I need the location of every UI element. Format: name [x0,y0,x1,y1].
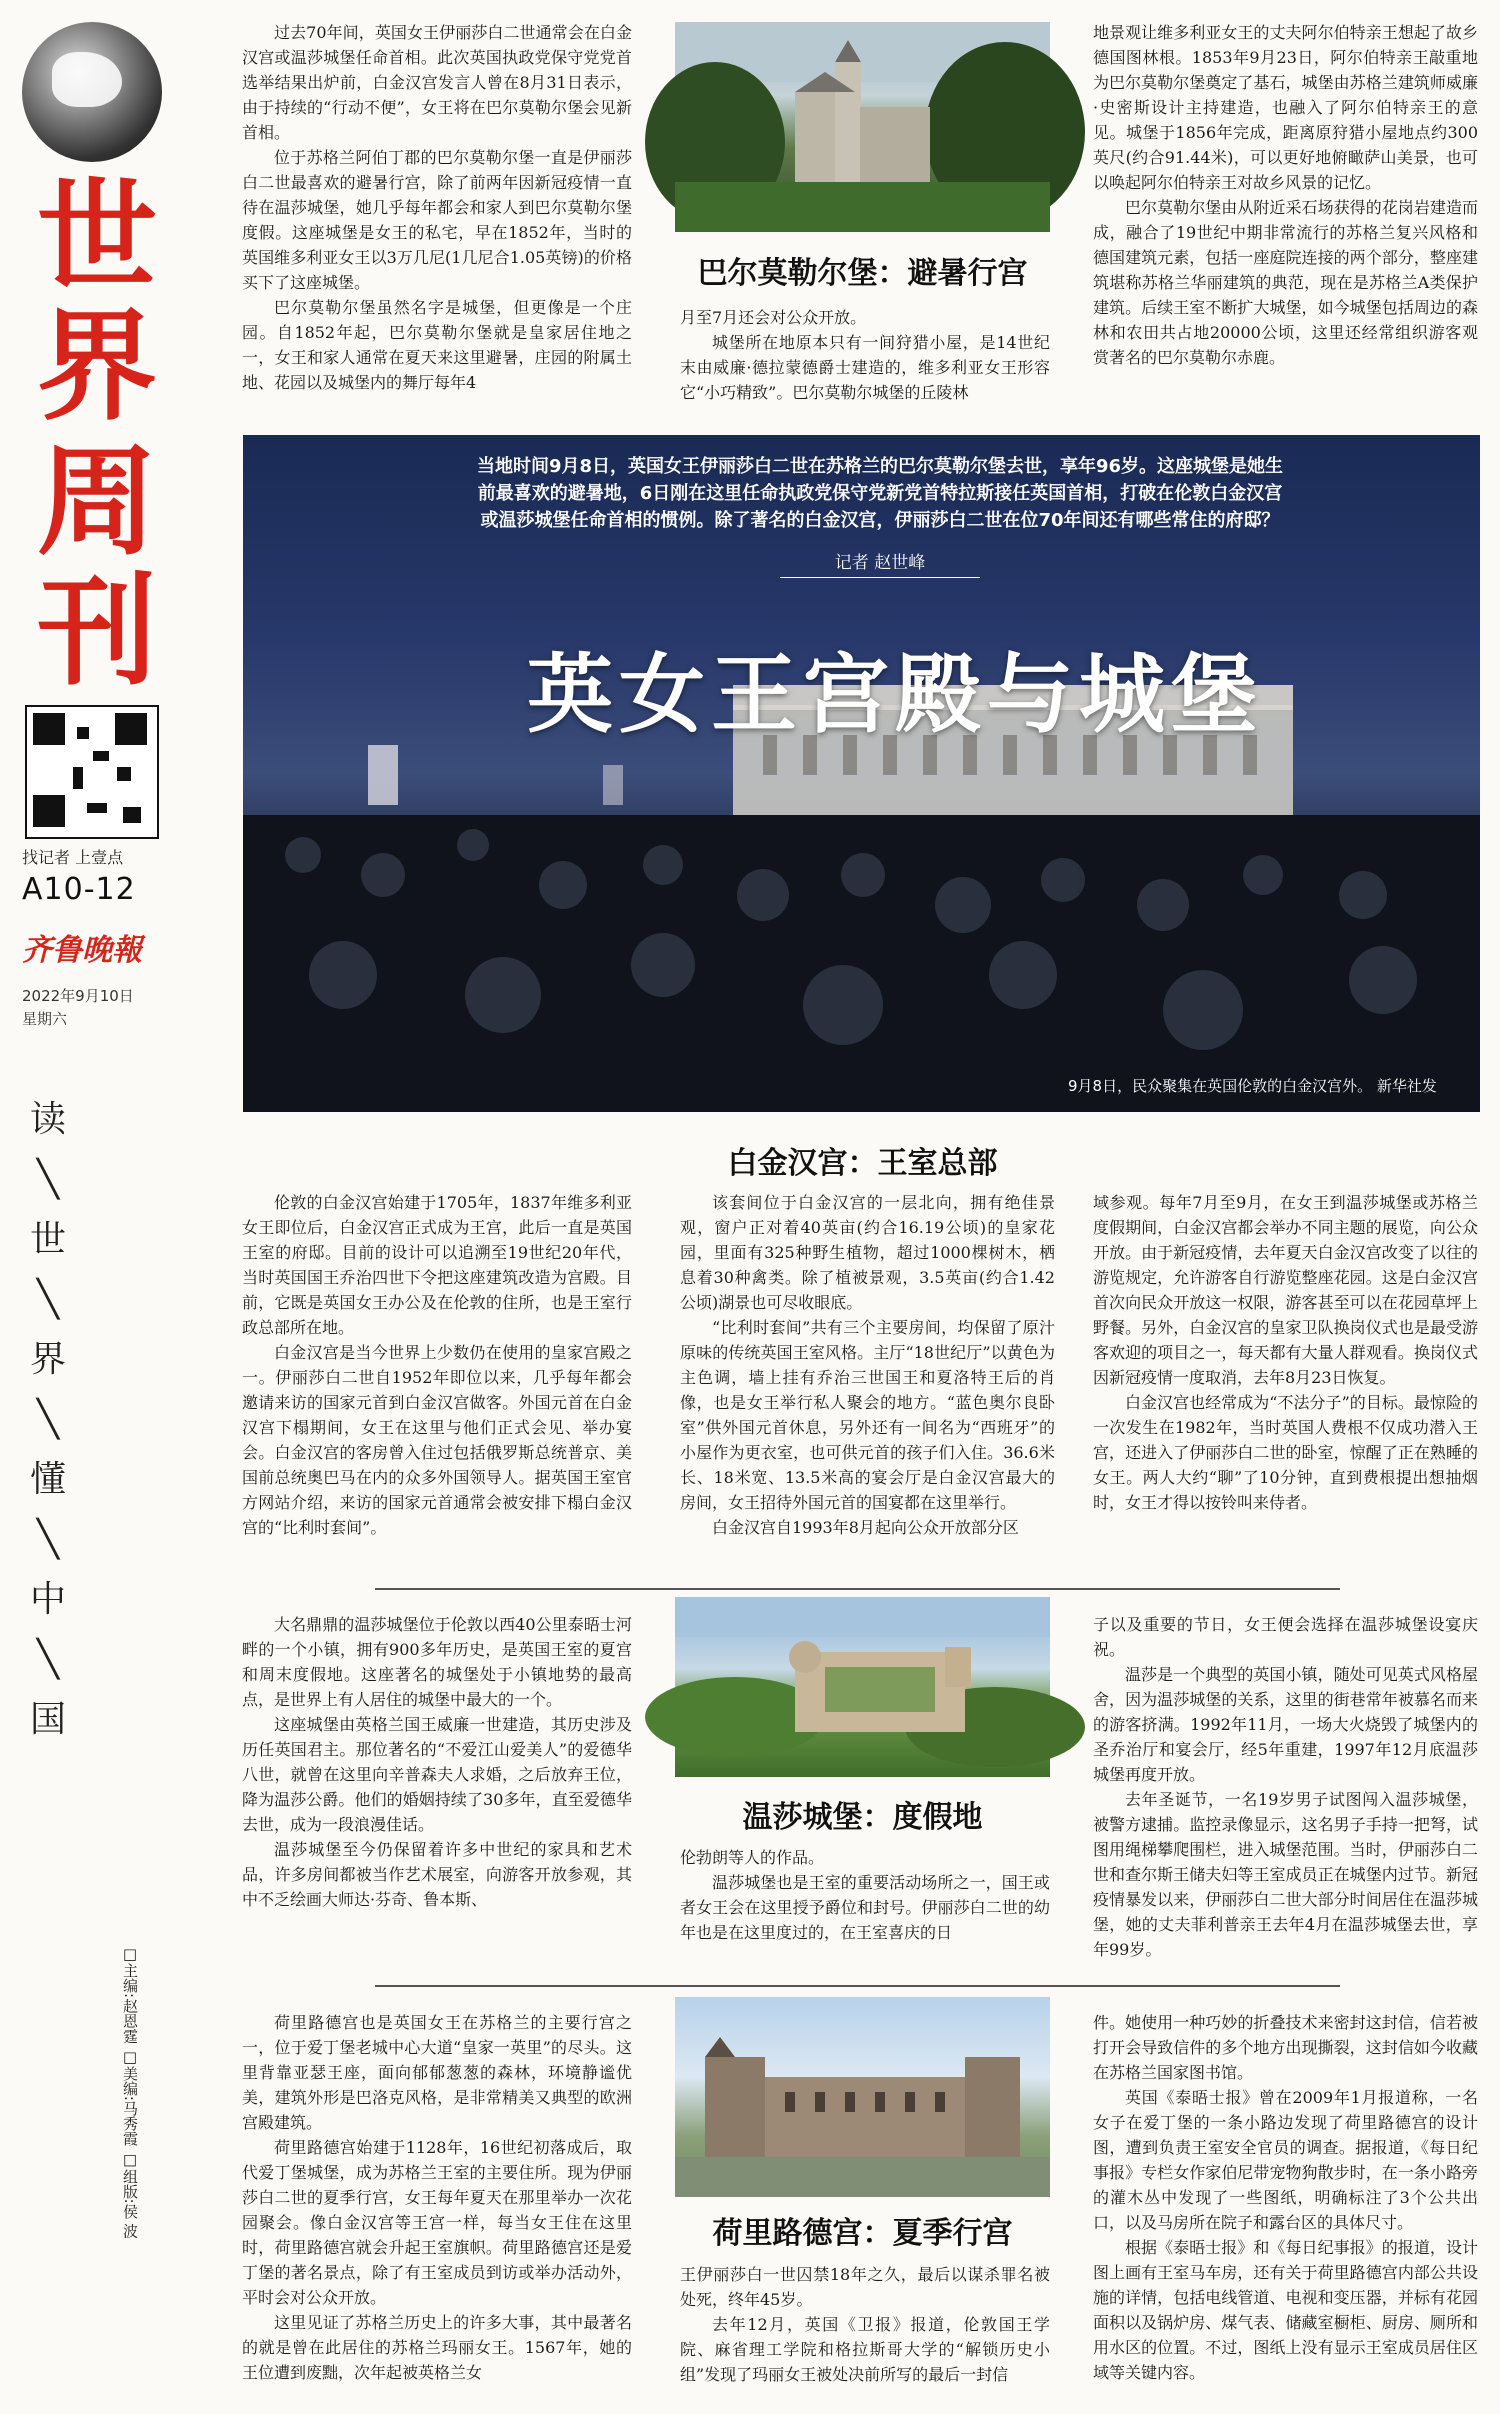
section-divider [375,1588,1340,1590]
balmoral-column-1: 过去70年间，英国女王伊丽莎白二世通常会在白金汉宫或温莎城堡任命首相。此次英国执政党保守党党首选举结果出炉前，白金汉宫发言人曾在8月31日表示，由于持续的“行动不便”，女王将在巴尔莫勒尔堡会见新首相。 位于苏格兰阿伯丁郡的巴尔莫勒尔堡一直是伊丽莎白二世最喜欢的避暑行宫，除了前两年因新冠疫情一直待在温莎城堡，她几乎每年都会和家人到巴尔莫勒尔堡度假。这座城堡是女王的私宅，早在1852年，当时的英国维多利亚女王以3万几尼(1几尼合1.05英镑)的价格买下了这座城堡。 巴尔莫勒尔堡虽然名字是城堡，但更像是一个庄园。自1852年起，巴尔莫勒尔堡就是皇家居住地之一，女王和家人通常在夏天来这里避暑，庄园的附属土地、花园以及城堡内的舞厅每年4 [242,23,632,392]
holyrood-column-2: 王伊丽莎白一世囚禁18年之久，最后以谋杀罪名被处死，终年45岁。 去年12月，英国《卫报》报道，伦敦国王学院、麻省理工学院和格拉斯哥大学的“解锁历史小组”发现了玛丽女王被处决前所写的最后一封信 [680,2265,1050,2384]
buckingham-column-2: 该套间位于白金汉宫的一层北向，拥有绝佳景观，窗户正对着40英亩(约合16.19公顷)的皇家花园，里面有325种野生植物，超过1000棵树木，栖息着30种禽类。除了植被景观，3.5英亩(约合1.42公顷)湖景也可尽收眼底。 “比利时套间”共有三个主要房间，均保留了原汁原味的传统英国王室风格。主厅“18世纪厅”以黄色为主色调，墙上挂有乔治三世国王和夏洛特王后的肖像，也是女王举行私人聚会的地方。“蓝色奥尔良卧室”供外国元首休息，另外还有一间名为“西班牙”的小屋作为更衣室，也可供元首的孩子们入住。36.6米长、18米宽、13.5米高的宴会厅是白金汉宫最大的房间，女王招待外国元首的国宴都在这里举行。 白金汉宫自1993年8月起向公众开放部分区 [680,1193,1055,1537]
holyrood-column-1: 荷里路德宫也是英国女王在苏格兰的主要行宫之一，位于爱丁堡老城中心大道“皇家一英里”的尽头。这里背靠亚瑟王座，面向郁郁葱葱的森林，环境静谧优美，建筑外形是巴洛克风格，是非常精美又典型的欧洲宫殿建筑。 荷里路德宫始建于1128年，16世纪初落成后，取代爱丁堡城堡，成为苏格兰王室的主要住所。现为伊丽莎白二世的夏季行宫，女王每年夏天在那里举办一次花园聚会。像白金汉宫等王宫一样，每当女王住在这里时，荷里路德宫就会升起王室旗帜。荷里路德宫还是爱丁堡的著名景点，除了有王室成员到访或举办活动外，平时会对公众开放。 这里见证了苏格兰历史上的许多大事，其中最著名的就是曾在此居住的苏格兰玛丽女王。1567年，她的王位遭到废黜，次年起被英格兰女 [242,2013,632,2382]
paper-name-logo: 齐鲁晚報 [22,933,142,968]
windsor-column-3: 子以及重要的节日，女王便会选择在温莎城堡设宴庆祝。 温莎是一个典型的英国小镇，随处可见英式风格屋舍，因为温莎城堡的关系，这里的街巷常年被慕名而来的游客挤满。1992年11月，一场大火烧毁了城堡内的圣乔治厅和宴会厅，经5年重建，1997年12月底温莎城堡再度开放。 去年圣诞节，一名19岁男子试图闯入温莎城堡，被警方逮捕。监控录像显示，这名男子手持一把弩，试图用绳梯攀爬围栏，进入城堡范围。当时，伊丽莎白二世和查尔斯王储夫妇等王室成员正在城堡内过节。新冠疫情暴发以来，伊丽莎白二世大部分时间居住在温莎城堡，她的丈夫菲利普亲王去年4月在温莎城堡去世，享年99岁。 [1093,1615,1478,1959]
holyrood-palace-photo [675,1997,1050,2197]
masthead-title-char: 周 [37,433,157,572]
buckingham-heading: 白金汉宫：王室总部 [727,1146,998,1181]
windsor-castle-photo [675,1597,1050,1777]
balmoral-column-2: 月至7月还会对公众开放。 城堡所在地原本只有一间狩猎小屋，是14世纪末由威廉·德拉蒙德爵士建造的，维多利亚女王形容它“小巧精致”。巴尔莫勒尔城堡的丘陵林 [680,308,1050,402]
globe-logo-icon [22,22,162,162]
holyrood-heading: 荷里路德宫：夏季行宫 [712,2216,1013,2251]
buckingham-crowd-photo [243,435,1480,1112]
masthead-title-char: 刊 [37,563,157,702]
section-divider [375,1985,1340,1987]
windsor-column-2: 伦勃朗等人的作品。 温莎城堡也是王室的重要活动场所之一，国王或者女王会在这里授予爵位和封号。伊丽莎白二世的幼年也是在这里度过的，在王室喜庆的日 [680,1848,1050,1942]
masthead-title-char: 界 [37,298,157,437]
editor-credits: □主编:赵恩霆 □美编:马秀霞 □组版:侯 波 [121,1945,139,2239]
windsor-column-1: 大名鼎鼎的温莎城堡位于伦敦以西40公里泰晤士河畔的一个小镇，拥有900多年历史，是英国王室的夏宫和周末度假地。这座著名的城堡处于小镇地势的最高点，是世界上有人居住的城堡中最大的一个。 这座城堡由英格兰国王威廉一世建造，其历史涉及历任英国君主。那位著名的“不爱江山爱美人”的爱德华八世，就曾在这里向辛普森夫人求婚，之后放弃王位，降为温莎公爵。他们的婚姻持续了30多年，直至爱德华去世，成为一段浪漫佳话。 温莎城堡至今仍保留着许多中世纪的家具和艺术品，许多房间都被当作艺术展室，向游客开放参观，其中不乏绘画大师达·芬奇、鲁本斯、 [242,1615,632,1909]
slogan-vertical: 读 ╲ 世 ╲ 界 ╲ 懂 ╲ 中 ╲ 国 [29,1099,66,1740]
buckingham-column-3: 域参观。每年7月至9月，在女王到温莎城堡或苏格兰度假期间，白金汉宫都会举办不同主题的展览，向公众开放。由于新冠疫情，去年夏天白金汉宫改变了以往的游览规定，允许游客自行游览整座花园。这是白金汉宫首次向民众开放这一权限，游客甚至可以在花园草坪上野餐。另外，白金汉宫的皇家卫队换岗仪式也是最受游客欢迎的项目之一，每天都有大量人群观看。换岗仪式因新冠疫情一度取消，去年8月23日恢复。 白金汉宫也经常成为“不法分子”的目标。最惊险的一次发生在1982年，当时英国人费根不仅成功潜入王宫，还进入了伊丽莎白二世的卧室，惊醒了正在熟睡的女王。两人大约“聊”了10分钟，直到费根提出想抽烟时，女王才得以按铃叫来侍者。 [1093,1193,1478,1512]
page-range: A10-12 [22,872,136,907]
windsor-heading: 温莎城堡：度假地 [742,1800,983,1835]
balmoral-column-3: 地景观让维多利亚女王的丈夫阿尔伯特亲王想起了故乡德国图林根。1853年9月23日，阿尔伯特亲王敲重地为巴尔莫勒尔堡奠定了基石，城堡由苏格兰建筑师威廉·史密斯设计主持建造，也融入了阿尔伯特亲王的意见。城堡于1856年完成，距离原狩猎小屋地点约300英尺(约合91.44米)，可以更好地俯瞰萨山美景，也可以唤起阿尔伯特亲王对故乡风景的记忆。 巴尔莫勒尔堡由从附近采石场获得的花岗岩建造而成，融合了19世纪中期非常流行的苏格兰复兴风格和德国建筑元素，包括一座庭院连接的两个部分，整座建筑堪称苏格兰华丽建筑的典范，现在是苏格兰A类保护建筑。后续王室不断扩大城堡，如今城堡包括周边的森林和农田共占地20000公顷，这里还经常组织游客观赏著名的巴尔莫勒尔赤鹿。 [1093,23,1478,367]
holyrood-column-3: 件。她使用一种巧妙的折叠技术来密封这封信，信若被打开会导致信件的多个地方出现撕裂，这封信如今收藏在苏格兰国家图书馆。 英国《泰晤士报》曾在2009年1月报道称，一名女子在爱丁堡的一条小路边发现了荷里路德宫的设计图，遭到负责王室安全官员的调查。据报道，《每日纪事报》专栏女作家伯尼带宠物狗散步时，在一条小路旁的灌木丛中发现了一些图纸，明确标注了3个公共出口，以及马房所在院子和露台区的具体尺寸。 根据《泰晤士报》和《每日纪事报》的报道，设计图上画有王室马车房，还有关于荷里路德宫内部公共设施的详情，包括电线管道、电视和变压器，并标有花园面积以及锅炉房、煤气表、储藏室橱柜、厨房、厕所和用水区的位置。不过，图纸上没有显示王室成员居住区域等关键内容。 [1093,2013,1478,2382]
balmoral-heading: 巴尔莫勒尔堡：避暑行宫 [697,256,1028,291]
feature-lead: 当地时间9月8日，英国女王伊丽莎白二世在苏格兰的巴尔莫勒尔堡去世，享年96岁。这座城堡是她生前最喜欢的避暑地，6日刚在这里任命执政党保守党新党首特拉斯接任英国首相，打破在伦敦白金汉宫或温莎城堡任命首相的惯例。除了著名的白金汉宫，伊丽莎白二世在位70年间还有哪些常住的府邸？ [476,456,1284,531]
balmoral-castle-photo [675,22,1050,232]
feature-photo-caption: 9月8日，民众聚集在英国伦敦的白金汉宫外。 新华社发 [1068,1077,1437,1095]
issue-date: 2022年9月10日 [22,987,134,1005]
issue-weekday: 星期六 [22,1010,68,1028]
qr-label: 找记者 上壹点 [22,848,124,867]
buckingham-column-1: 伦敦的白金汉宫始建于1705年，1837年维多利亚女王即位后，白金汉宫正式成为王宫，此后一直是英国王室的府邸。目前的设计可以追溯至19世纪20年代，当时英国国王乔治四世下令把这座建筑改造为宫殿。目前，它既是英国女王办公及在伦敦的住所，也是王室行政总部所在地。 白金汉宫是当今世界上少数仍在使用的皇家宫殿之一。伊丽莎白二世自1952年即位以来，几乎每年都会邀请来访的国家元首到白金汉宫做客。外国元首在白金汉宫下榻期间，女王在这里与他们正式会见、举办宴会。白金汉宫的客房曾入住过包括俄罗斯总统普京、美国前总统奥巴马在内的众多外国领导人。据英国王室官方网站介绍，来访的国家元首通常会被安排下榻白金汉宫的“比利时套间”。 [242,1193,632,1537]
qr-code-icon[interactable] [25,705,159,839]
masthead-sidebar [0,0,205,2414]
masthead-title-char: 世 [37,168,157,307]
feature-title: 英女王宫殿与城堡 [527,644,1263,745]
feature-reporter: 记者 赵世峰 [780,548,980,578]
